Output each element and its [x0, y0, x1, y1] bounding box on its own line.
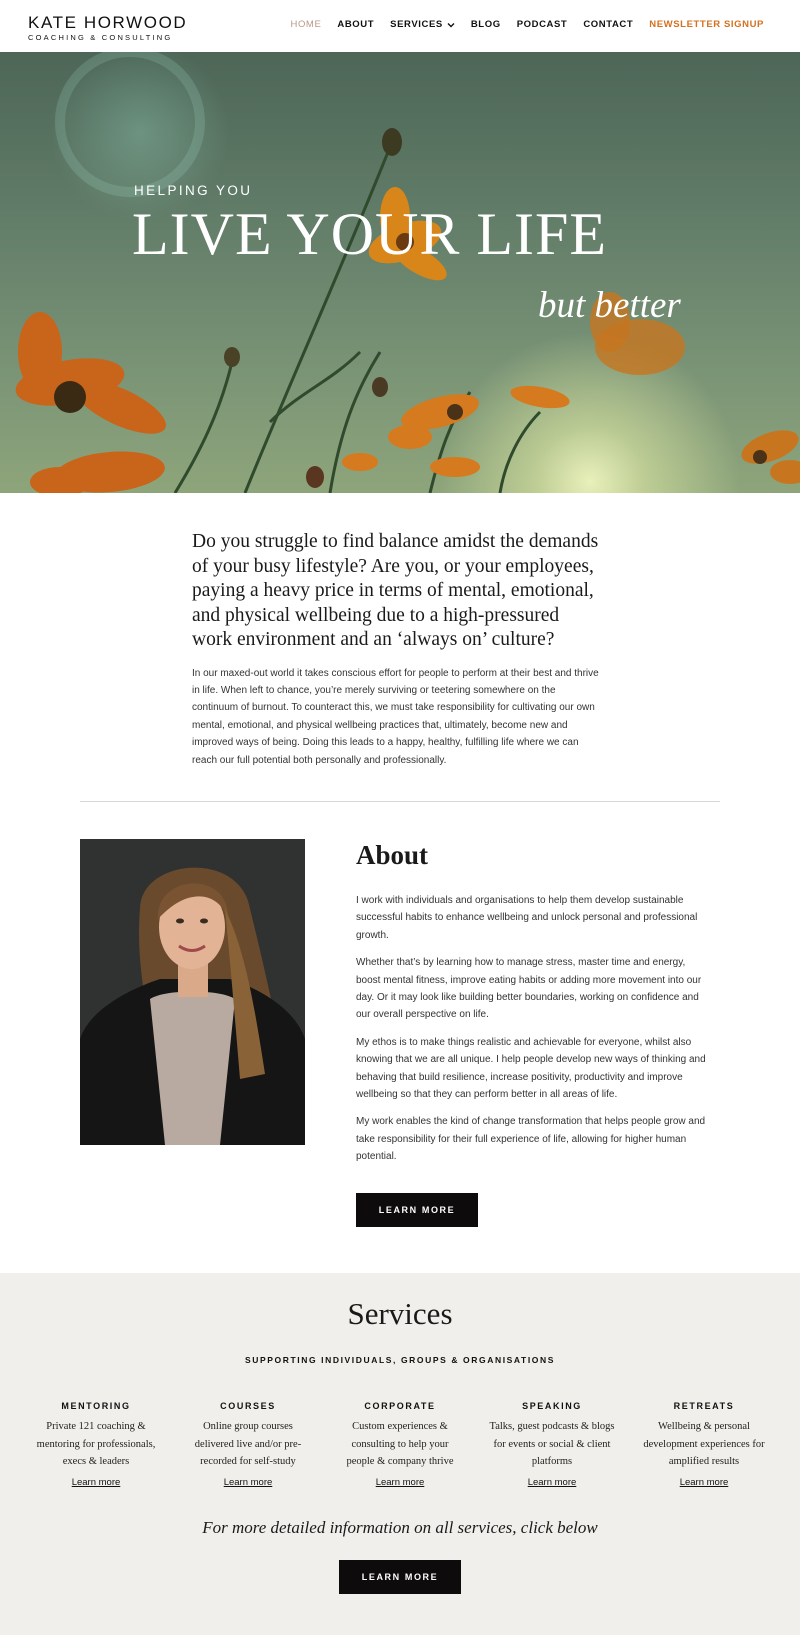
- service-learn-more-link[interactable]: Learn more: [527, 1477, 577, 1488]
- nav-about[interactable]: ABOUT: [337, 19, 375, 30]
- section-divider: [80, 801, 720, 802]
- nav-services[interactable]: [390, 19, 455, 30]
- nav-podcast[interactable]: PODCAST: [516, 19, 568, 30]
- service-corporate: [324, 1401, 476, 1490]
- service-speaking: [476, 1401, 628, 1490]
- services-section: [0, 1273, 800, 1635]
- intro-section: [192, 530, 602, 769]
- portrait-illustration: [80, 839, 305, 1145]
- portrait-photo: [80, 839, 305, 1145]
- services-more-info-text: For more detailed information on all services, click below: [202, 1518, 598, 1537]
- service-description: Custom experiences & consulting to help your people & company thrive: [346, 1421, 454, 1467]
- about-title: About: [356, 840, 429, 870]
- chevron-down-icon: [447, 21, 455, 29]
- service-learn-more-link[interactable]: Learn more: [223, 1477, 273, 1488]
- intro-body: In our maxed-out world it takes conscious effort for people to perform at their best and thrive in life. When left to chance, you’re merely surviving or teetering somewhere on the continuum of burnout. To counteract this, we must take responsibility for cultivating our own mental, emotional, and physical wellbeing practices that, ultimately, become new and improved ways of being. Doing this leads to a happy, healthy, fulfilling life where we can reach our full potential both personally and professionally.: [192, 667, 599, 766]
- service-learn-more-link[interactable]: Learn more: [679, 1477, 729, 1488]
- service-mentoring: [20, 1401, 172, 1490]
- about-paragraph: Whether that’s by learning how to manage stress, master time and energy, boost mental fitness, improve eating habits or adding more movement into our day. Or it may look like building better boundaries, working on confidence and our overall perspective on life.: [356, 957, 702, 1021]
- service-description: Talks, guest podcasts & blogs for events or social & client platforms: [489, 1421, 615, 1467]
- services-learn-more-button[interactable]: LEARN MORE: [339, 1560, 461, 1594]
- hero-flowers-image: [0, 52, 800, 493]
- nav-contact[interactable]: CONTACT: [583, 19, 634, 30]
- service-title: SPEAKING: [522, 1401, 582, 1411]
- service-courses: [172, 1401, 324, 1490]
- about-paragraph: My ethos is to make things realistic and achievable for everyone, whilst also knowing that we are all unique. I help people develop new ways of thinking and behaving that build resilience, increase positivity, productivity and improve wellbeing so that they can perform better in all areas of life.: [356, 1036, 706, 1101]
- hero-banner: [0, 52, 800, 493]
- service-learn-more-link[interactable]: Learn more: [71, 1477, 121, 1488]
- nav-services-label: SERVICES: [390, 19, 443, 30]
- hero-title: LIVE YOUR LIFE: [132, 201, 608, 267]
- service-learn-more-link[interactable]: Learn more: [375, 1477, 425, 1488]
- services-subtitle: SUPPORTING INDIVIDUALS, GROUPS & ORGANISATIONS: [244, 1355, 556, 1365]
- nav-home[interactable]: HOME: [290, 19, 322, 30]
- service-title: COURSES: [220, 1401, 276, 1411]
- about-paragraph: My work enables the kind of change transformation that helps people grow and take responsibility for their full experience of life, allowing for higher human potential.: [356, 1116, 706, 1163]
- logo-tagline: COACHING & CONSULTING: [28, 33, 173, 42]
- services-list: [20, 1401, 780, 1490]
- main-nav: [290, 19, 764, 30]
- service-title: CORPORATE: [364, 1401, 436, 1411]
- services-title: Services: [347, 1296, 453, 1331]
- logo-name: KATE HORWOOD: [28, 13, 188, 32]
- service-description: Online group courses delivered live and/or pre-recorded for self-study: [194, 1421, 302, 1467]
- service-description: Private 121 coaching & mentoring for professionals, execs & leaders: [36, 1421, 156, 1467]
- about-section: [356, 838, 711, 1176]
- hero-script-tagline: but better: [538, 285, 681, 326]
- about-paragraph: I work with individuals and organisations to help them develop sustainable successful habits to enhance wellbeing and unlock personal and professional growth.: [356, 895, 698, 941]
- service-title: MENTORING: [61, 1401, 131, 1411]
- site-logo[interactable]: [28, 14, 187, 43]
- site-header: [0, 0, 800, 52]
- hero-pretitle: HELPING YOU: [134, 183, 253, 198]
- service-title: RETREATS: [673, 1401, 735, 1411]
- nav-blog[interactable]: BLOG: [470, 19, 501, 30]
- about-learn-more-button[interactable]: LEARN MORE: [356, 1193, 478, 1227]
- service-description: Wellbeing & personal development experiences for amplified results: [643, 1421, 765, 1467]
- nav-newsletter-signup[interactable]: NEWSLETTER SIGNUP: [649, 19, 764, 30]
- service-retreats: [628, 1401, 780, 1490]
- intro-lead: Do you struggle to find balance amidst the demands of your busy lifestyle? Are you, or your employees, paying a heavy price in terms of mental, emotional, and physical wellbeing due to a high-pressured work environment and an ‘always on’ culture?: [192, 531, 599, 650]
